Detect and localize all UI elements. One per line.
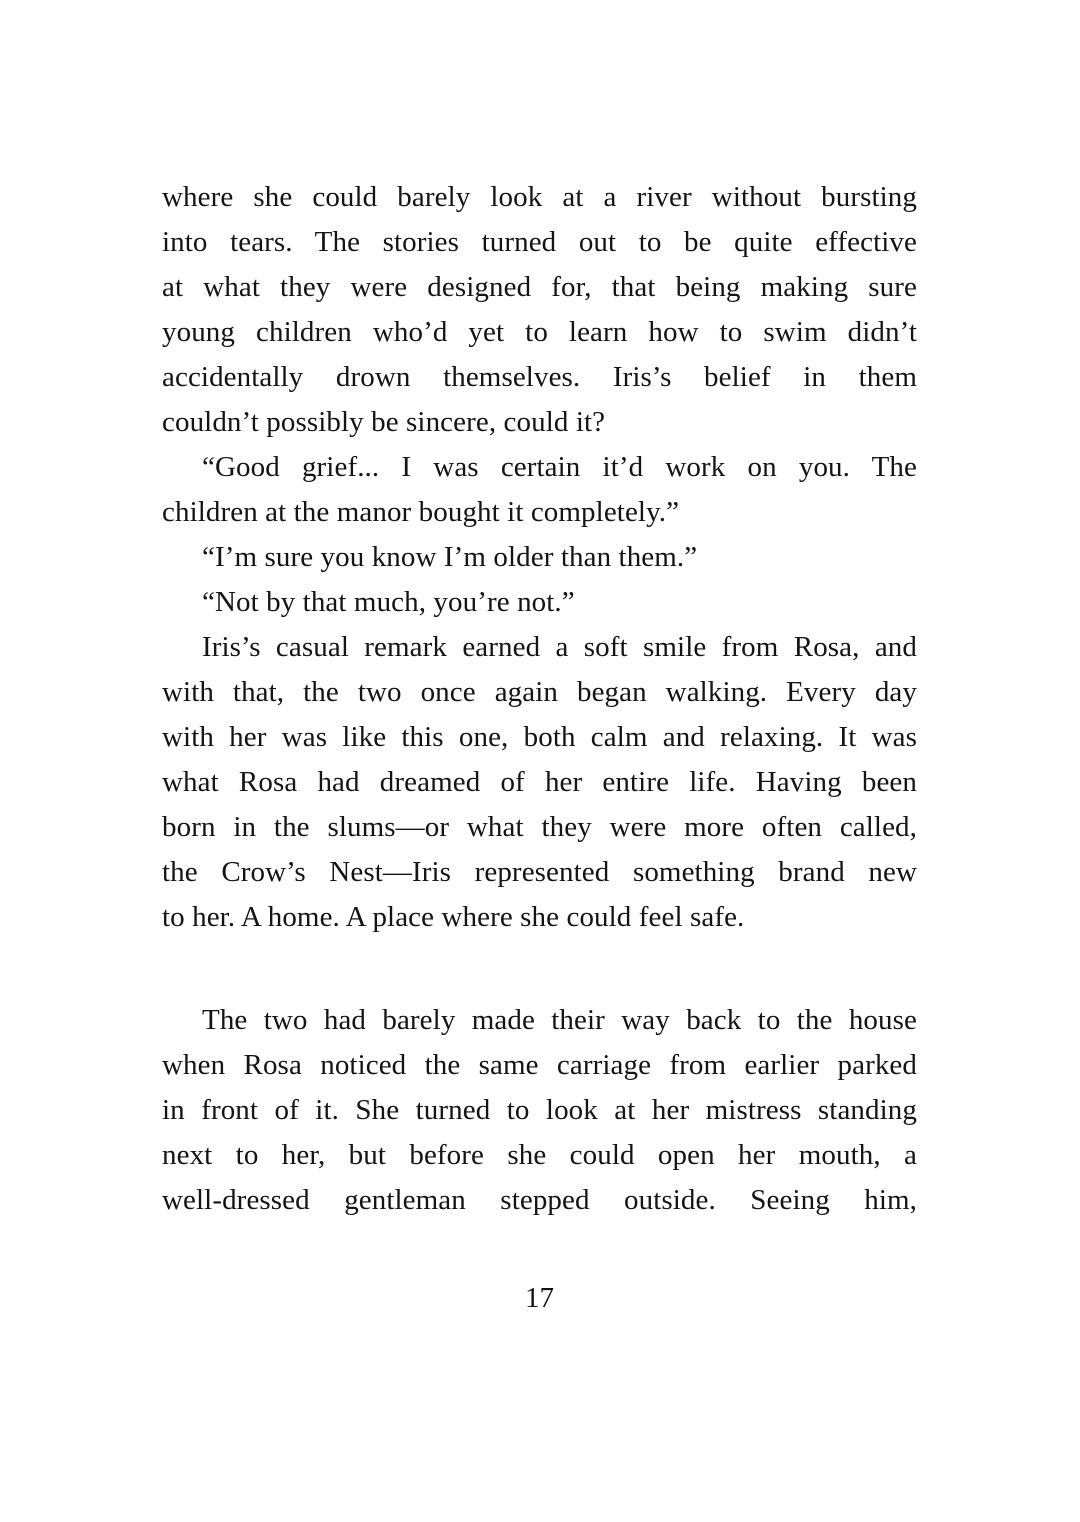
text-line: next to her, but before she could open her mouth, a: [162, 1139, 917, 1171]
text-line: the Crow’s Nest—Iris represented something brand new: [162, 856, 917, 888]
text-block: [162, 175, 917, 1223]
paragraph: [162, 998, 917, 1223]
paragraph: [162, 625, 917, 940]
page-number: 17: [525, 1282, 554, 1314]
text-line: at what they were designed for, that being making sure: [162, 271, 917, 303]
text-line: Iris’s casual remark earned a soft smile from Rosa, and: [202, 631, 917, 663]
text-line: couldn’t possibly be sincere, could it?: [162, 406, 606, 438]
text-line: “I’m sure you know I’m older than them.”: [202, 541, 698, 573]
paragraph: [162, 535, 917, 580]
paragraph: [162, 580, 917, 625]
text-line: The two had barely made their way back to the house: [202, 1004, 917, 1036]
text-line: where she could barely look at a river without bursting: [162, 181, 917, 213]
paragraph: [162, 445, 917, 535]
text-line: into tears. The stories turned out to be quite effective: [162, 226, 917, 258]
text-line: children at the manor bought it completely.”: [162, 496, 680, 528]
text-line: to her. A home. A place where she could feel safe.: [162, 901, 745, 933]
text-line: with that, the two once again began walking. Every day: [162, 676, 917, 708]
text-line: born in the slums—or what they were more often called,: [162, 811, 917, 843]
text-line: with her was like this one, both calm and relaxing. It was: [162, 721, 917, 753]
text-line: when Rosa noticed the same carriage from earlier parked: [162, 1049, 917, 1081]
text-line: in front of it. She turned to look at her mistress standing: [162, 1094, 917, 1126]
text-line: young children who’d yet to learn how to swim didn’t: [162, 316, 917, 348]
text-line: “Not by that much, you’re not.”: [202, 586, 575, 618]
text-line: well-dressed gentleman stepped outside. Seeing him,: [162, 1184, 917, 1216]
text-line: accidentally drown themselves. Iris’s belief in them: [162, 361, 917, 393]
text-line: “Good grief... I was certain it’d work on you. The: [202, 451, 917, 483]
text-line: what Rosa had dreamed of her entire life. Having been: [162, 766, 917, 798]
paragraph: [162, 175, 917, 445]
